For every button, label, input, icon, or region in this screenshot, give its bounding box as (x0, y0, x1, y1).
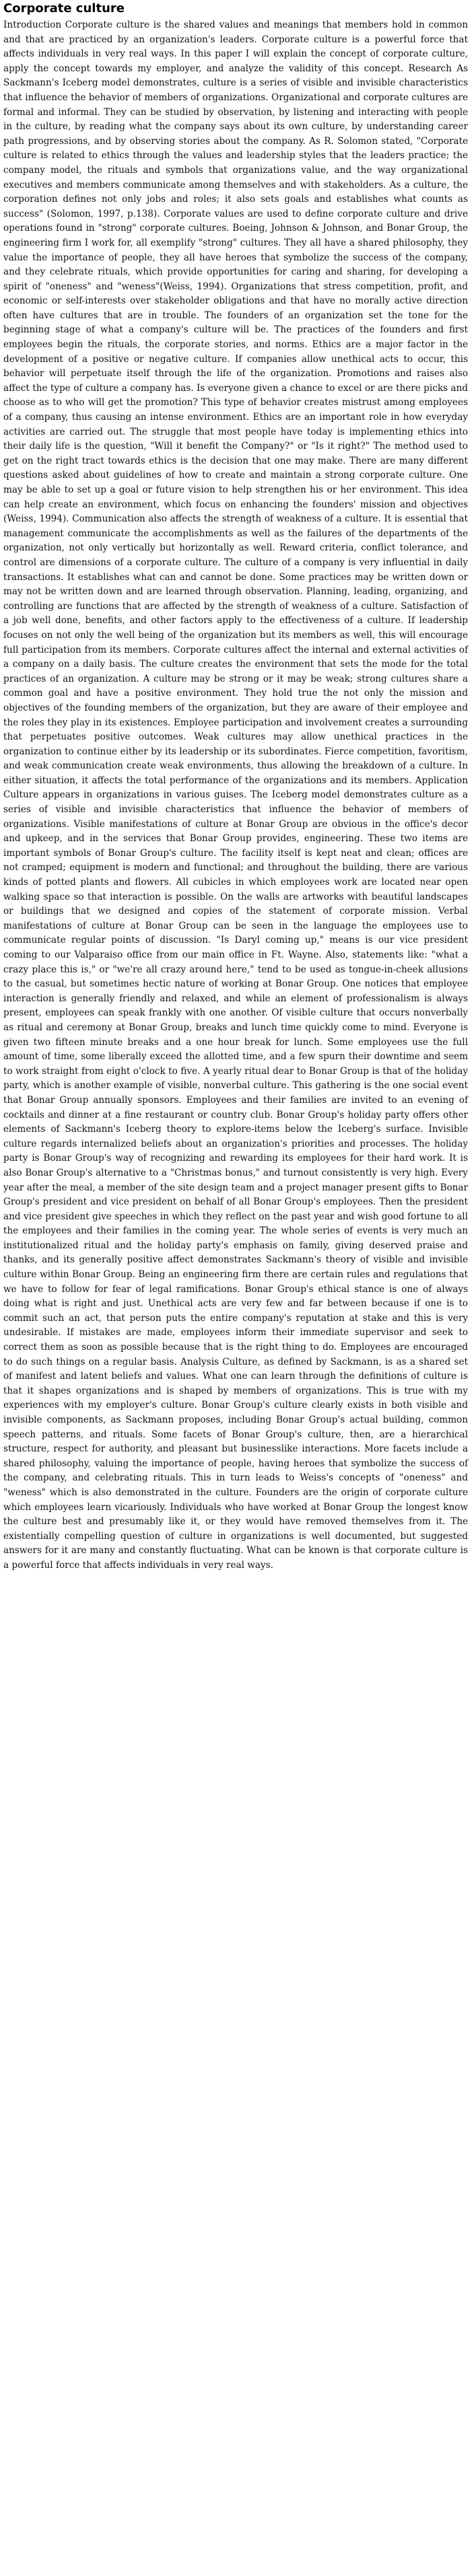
document-body: Introduction Corporate culture is the shared values and meanings that members hold in common and that are practiced by an organization's leaders. Corporate culture is a powerful force that affects individuals in very real ways. In this paper I will explain the concept of corporate culture, apply the concept towards my employer, and analyze the validity of this concept. Research As Sackmann's Iceberg model demonstrates, culture is a series of visible and invisible characteristics that influence the behavior of members of organizations. Organizational and corporate cultures are formal and informal. They can be studied by observation, by listening and interacting with people in the culture, by reading what the company says about its own culture, by understanding career path progressions, and by observing stories about the company. As R. Solomon stated, "Corporate culture is related to ethics through the values and leadership styles that the leaders practice; the company model, the rituals and symbols that organizations value, and the way organizational executives and members communicate among themselves and with stakeholders. As a culture, the corporation defines not only jobs and roles; it also sets goals and establishes what counts as success" (Solomon, 1997, p.138). Corporate values are used to define corporate culture and drive operations found in "strong" corporate cultures. Boeing, Johnson & Johnson, and Bonar Group, the engineering firm I work for, all exemplify "strong" cultures. They all have a shared philosophy, they value the importance of people, they all have heroes that symbolize the success of the company, and they celebrate rituals, which provide opportunities for caring and sharing, for developing a spirit of "oneness" and "weness"(Weiss, 1994). Organizations that stress competition, profit, and economic or self-interests over stakeholder obligations and that have no morally active direction often have cultures that are in trouble. The founders of an organization set the tone for the beginning stage of what a company's culture will be. The practices of the founders and first employees begin the rituals, the corporate stories, and norms. Ethics are a major factor in the development of a positive or negative culture. If companies allow unethical acts to occur, this behavior will perpetuate itself through the life of the organization. Promotions and raises also affect the type of culture a company has. Is everyone given a chance to excel or are there picks and choose as to who will get the promotion? This type of behavior creates mistrust among employees of a company, thus causing an intense environment. Ethics are an important role in how everyday activities are carried out. The struggle that most people have today is implementing ethics into their daily life is the question, "Will it benefit the Company?" or "Is it right?" The method used to get on the right tract towards ethics is the decision that one may make. There are many different questions asked about guidelines of how to create and maintain a strong corporate culture. One may be able to set up a goal or future vision to help strengthen his or her environment. This idea can help create an environment, which focus on enhancing the founders' mission and objectives (Weiss, 1994). Communication also affects the strength of weakness of a culture. It is essential that management communicate the accomplishments as well as the failures of the departments of the organization, not only vertically but horizontally as well. Reward criteria, conflict tolerance, and control are dimensions of a corporate culture. The culture of a company is very influential in daily transactions. It establishes what can and cannot be done. Some practices may be written down or may not be written down and are learned through observation. Planning, leading, organizing, and controlling are functions that are affected by the strength of weakness of a culture. Satisfaction of a job well done, benefits, and other factors apply to the effectiveness of a culture. If leadership focuses on not only the well being of the organization but its members as well, this will encourage full participation from its members. Corporate cultures affect the internal and external activities of a company on a daily basis. The culture creates the environment that sets the mode for the total practices of an organization. A culture may be strong or it may be weak; strong cultures share a common goal and have a positive environment. They hold true the not only the mission and objectives of the founding members of the organization, but they are aware of their employee and the roles they play in its existences. Employee participation and involvement creates a surrounding that perpetuates positive outcomes. Weak cultures may allow unethical practices in the organization to continue either by its leadership or its subordinates. Fierce competition, favoritism, and weak communication create weak environments, thus allowing the breakdown of a culture. In either situation, it affects the total performance of the organizations and its members. Application Culture appears in organizations in various guises. The Iceberg model demonstrates culture as a series of visible and invisible characteristics that influence the behavior of members of organizations. Visible manifestations of culture at Bonar Group are obvious in the office's decor and upkeep, and in the services that Bonar Group provides, engineering. These two items are important symbols of Bonar Group's culture. The facility itself is kept neat and clean; offices are not cramped; equipment is modern and functional; and throughout the building, there are various kinds of potted plants and flowers. All cubicles in which employees work are located near open walking space so that interaction is possible. On the walls are artworks with beautiful landscapes or buildings that we designed and copies of the statement of corporate mission. Verbal manifestations of culture at Bonar Group can be seen in the language the employees use to communicate regular points of discussion. "Is Daryl coming up," means is our vice president coming to our Valparaiso office from our main office in Ft. Wayne. Also, statements like: "what a crazy place this is," or "we're all crazy around here," tend to be used as tongue-in-cheek allusions to the casual, but sometimes hectic nature of working at Bonar Group. One notices that employee interaction is generally friendly and relaxed, and while an element of professionalism is always present, employees can speak frankly with one another. Of visible culture that occurs nonverbally as ritual and ceremony at Bonar Group, breaks and lunch time quickly come to mind. Everyone is given two fifteen minute breaks and a one hour break for lunch. Some employees use the full amount of time, some liberally exceed the allotted time, and a few spurn their downtime and seem to work straight from eight o'clock to five. A yearly ritual dear to Bonar Group is that of the holiday party, which is another example of visible, nonverbal culture. This gathering is the one social event that Bonar Group annually sponsors. Employees and their families are invited to an evening of cocktails and dinner at a fine restaurant or country club. Bonar Group's holiday party offers other elements of Sackmann's Iceberg theory to explore-items below the Iceberg's surface. Invisible culture regards internalized beliefs about an organization's priorities and processes. The holiday party is Bonar Group's way of recognizing and rewarding its employees for their hard work. It is also Bonar Group's alternative to a "Christmas bonus," and turnout consistently is very high. Every year after the meal, a member of the site design team and a project manager present gifts to Bonar Group's president and vice president on behalf of all Bonar Group's employees. Then the president and vice president give speeches in which they reflect on the past year and wish good fortune to all the employees and their families in the coming year. The whole series of events is very much an institutionalized ritual and the holiday party's emphasis on family, giving deserved praise and thanks, and its generally positive affect demonstrates Sackmann's theory of visible and invisible culture within Bonar Group. Being an engineering firm there are certain rules and regulations that we have to follow for fear of legal ramifications. Bonar Group's ethical stance is one of always doing what is right and just. Unethical acts are very few and far between because if one is to commit such an act, that person puts the entire company's reputation at stake and this is very undesirable. If mistakes are made, employees inform their immediate supervisor and seek to correct them as soon as possible because that is the right thing to do. Employees are encouraged to do such things on a regular basis. Analysis Culture, as defined by Sackmann, is as a shared set of manifest and latent beliefs and values. What one can learn through the definitions of culture is that it shapes organizations and is shaped by members of organizations. This is true with my experiences with my employer's culture. Bonar Group's culture clearly exists in both visible and invisible components, as Sackmann proposes, including Bonar Group's actual building, common speech patterns, and rituals. Some facets of Bonar Group's culture, then, are a hierarchical structure, respect for authority, and pleasant but businesslike interactions. More facets include a shared philosophy, valuing the importance of people, having heroes that symbolize the success of the company, and celebrating rituals. This in turn leads to Weiss's concepts of "oneness" and "weness" which is also demonstrated in the culture. Founders are the origin of corporate culture which employees learn vicariously. Individuals who have worked at Bonar Group the longest know the culture best and presumably like it, or they would have removed themselves from it. The existentially compelling question of culture in organizations is well documented, but suggested answers for it are many and constantly fluctuating. What can be known is that corporate culture is a powerful force that affects individuals in very real ways. (3, 20, 468, 1571)
document-page (0, 1, 472, 1573)
document-title: Corporate culture (3, 1, 125, 15)
